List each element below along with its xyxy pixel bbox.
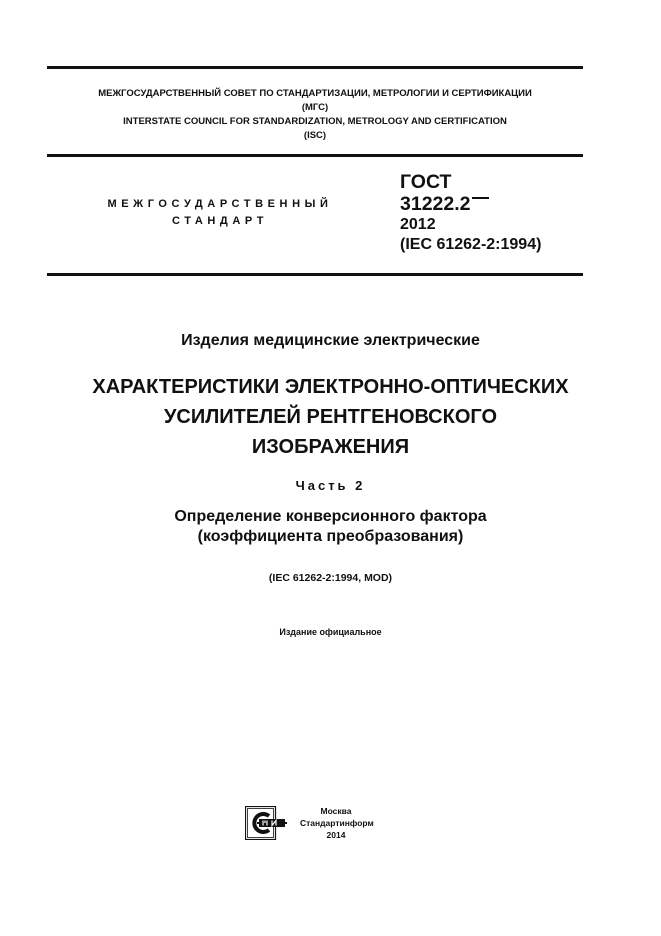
publisher-name: Стандартинформ xyxy=(300,818,374,828)
council-ru-abbr: (МГС) xyxy=(301,102,329,113)
standard-kind xyxy=(70,196,370,230)
part-title-line1: Определение конверсионного фактора xyxy=(174,508,487,525)
council-header xyxy=(47,87,583,143)
gost-year: 2012 xyxy=(400,216,436,233)
part-label: Часть 2 xyxy=(295,478,366,493)
main-title-line3: ИЗОБРАЖЕНИЯ xyxy=(251,436,410,458)
gost-number: 31222.2 xyxy=(400,193,471,215)
standard-kind-line1: МЕЖГОСУДАРСТВЕННЫЙ xyxy=(107,198,333,210)
publisher-year: 2014 xyxy=(326,830,346,840)
gost-iec-ref: (IEC 61262-2:1994) xyxy=(400,236,542,253)
main-title-line1: ХАРАКТЕРИСТИКИ ЭЛЕКТРОННО-ОПТИЧЕСКИХ xyxy=(92,376,569,398)
council-ru-name: МЕЖГОСУДАРСТВЕННЫЙ СОВЕТ ПО СТАНДАРТИЗАЦИИ, МЕТРОЛОГИИ И СЕРТИФИКАЦИИ xyxy=(98,88,532,99)
gost-number-row xyxy=(400,193,541,215)
standartinform-logo-icon xyxy=(245,806,288,840)
edition-label: Издание официальное xyxy=(279,627,382,637)
standard-kind-line2: СТАНДАРТ xyxy=(171,215,269,227)
subject-heading: Изделия медицинские электрические xyxy=(181,332,480,349)
gost-label: ГОСТ xyxy=(400,171,452,193)
main-title-line2: УСИЛИТЕЛЕЙ РЕНТГЕНОВСКОГО xyxy=(163,406,498,428)
council-en-name: INTERSTATE COUNCIL FOR STANDARDIZATION, METROLOGY AND CERTIFICATION xyxy=(123,116,507,127)
council-rule xyxy=(47,154,583,157)
part-title xyxy=(20,507,641,547)
part-title-line2: (коэффициента преобразования) xyxy=(197,528,464,545)
gost-designation xyxy=(400,171,541,255)
gost-number-dash xyxy=(472,197,489,199)
iec-modification: (IEC 61262-2:1994, MOD) xyxy=(268,572,393,584)
main-title xyxy=(20,372,641,462)
council-en-abbr: (ISC) xyxy=(303,130,327,141)
publisher-city: Москва xyxy=(320,806,352,816)
designation-rule xyxy=(47,273,583,276)
top-rule xyxy=(47,66,583,69)
publisher-block xyxy=(300,805,372,841)
